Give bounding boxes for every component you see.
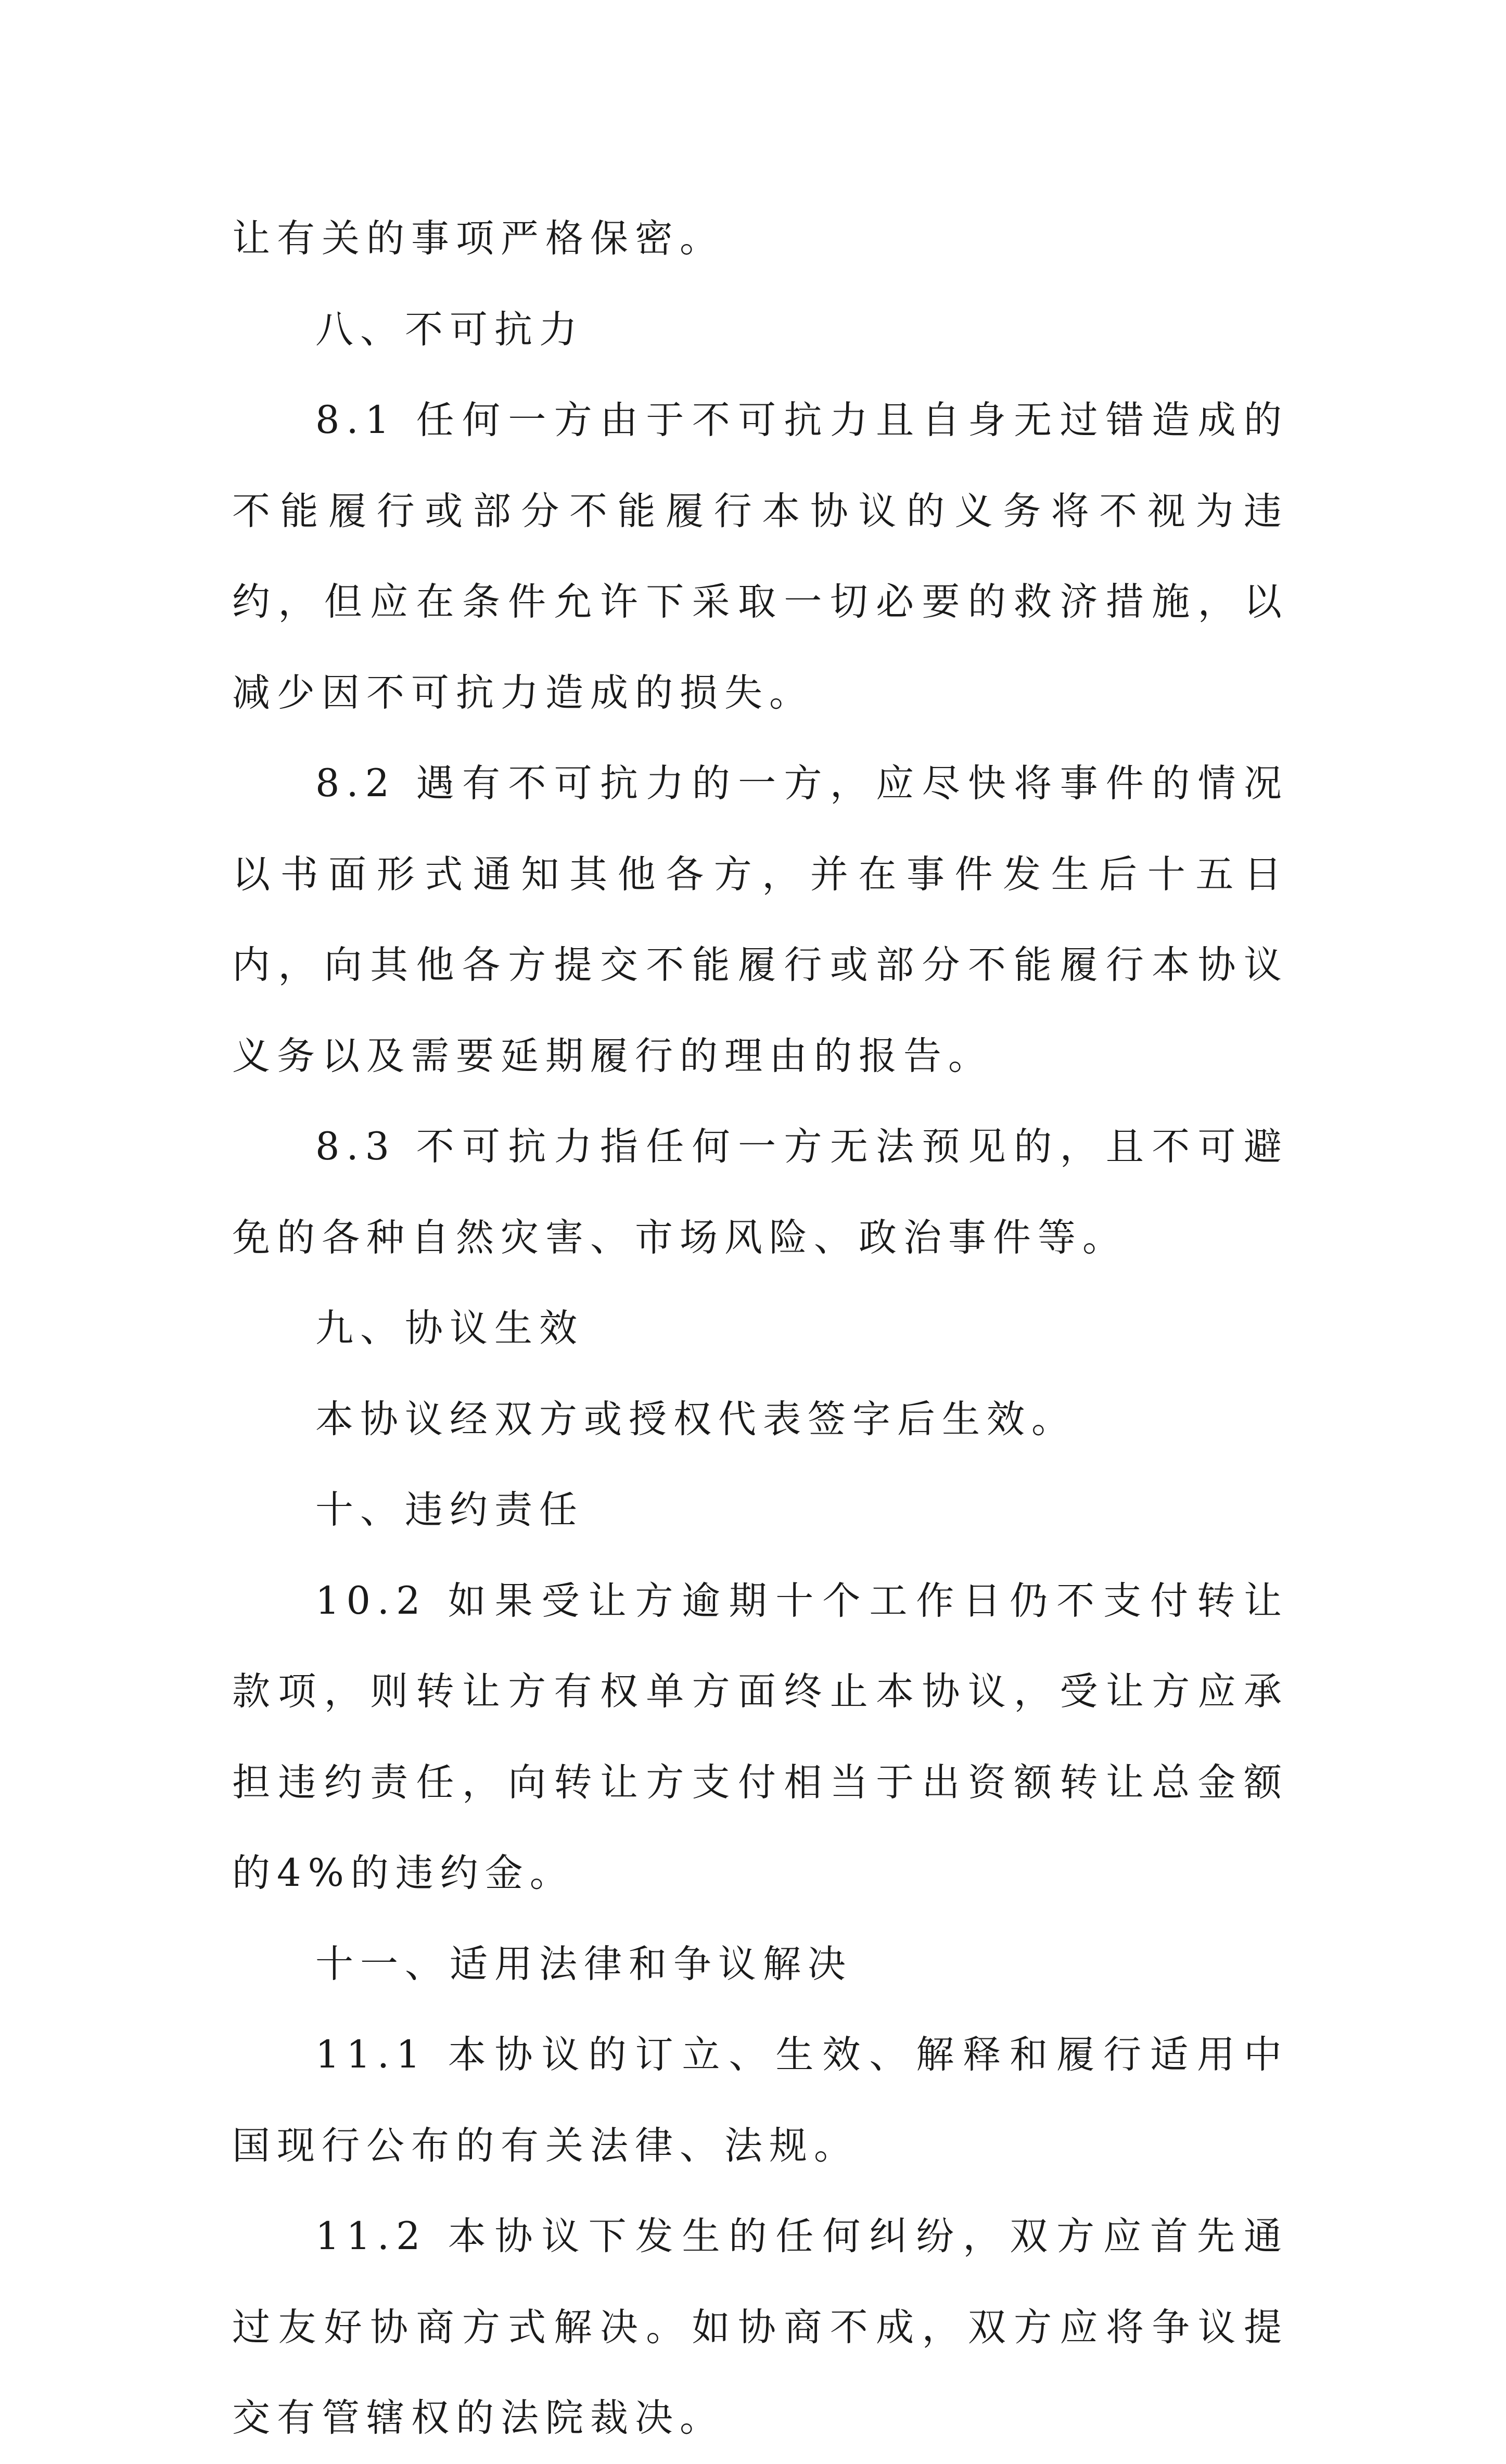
document-body bbox=[232, 194, 1288, 2464]
clause-8-3: 8.3 不可抗力指任何一方无法预见的，且不可避免的各种自然灾害、市场风险、政治事件等。 bbox=[232, 1125, 1288, 1260]
clause-8-1: 8.1 任何一方由于不可抗力且自身无过错造成的不能履行或部分不能履行本协议的义务将不视为违约，但应在条件允许下采取一切必要的救济措施，以减少因不可抗力造成的损失。 bbox=[232, 398, 1288, 715]
clause-8-2: 8.2 遇有不可抗力的一方，应尽快将事件的情况以书面形式通知其他各方，并在事件发生后十五日内，向其他各方提交不能履行或部分不能履行本协议义务以及需要延期履行的理由的报告。 bbox=[232, 761, 1288, 1078]
clause-11-1: 11.1 本协议的订立、生效、解释和履行适用中国现行公布的有关法律、法规。 bbox=[232, 2033, 1288, 2168]
section-heading-force-majeure: 八、不可抗力 bbox=[315, 307, 584, 352]
clause-11-2: 11.2 本协议下发生的任何纠纷，双方应首先通过友好协商方式解决。如协商不成，双方应将争议提交有管辖权的法院裁决。 bbox=[232, 2214, 1288, 2440]
clause-effectiveness: 本协议经双方或授权代表签字后生效。 bbox=[315, 1397, 1076, 1441]
section-heading-liability: 十、违约责任 bbox=[315, 1488, 584, 1532]
paragraph-confidentiality-end: 让有关的事项严格保密。 bbox=[232, 216, 724, 261]
clause-10-2: 10.2 如果受让方逾期十个工作日仍不支付转让款项，则转让方有权单方面终止本协议，受让方应承担违约责任，向转让方支付相当于出资额转让总金额的4%的违约金。 bbox=[232, 1578, 1288, 1895]
section-heading-effectiveness: 九、协议生效 bbox=[315, 1306, 584, 1350]
section-heading-governing-law: 十一、适用法律和争议解决 bbox=[315, 1942, 852, 1986]
